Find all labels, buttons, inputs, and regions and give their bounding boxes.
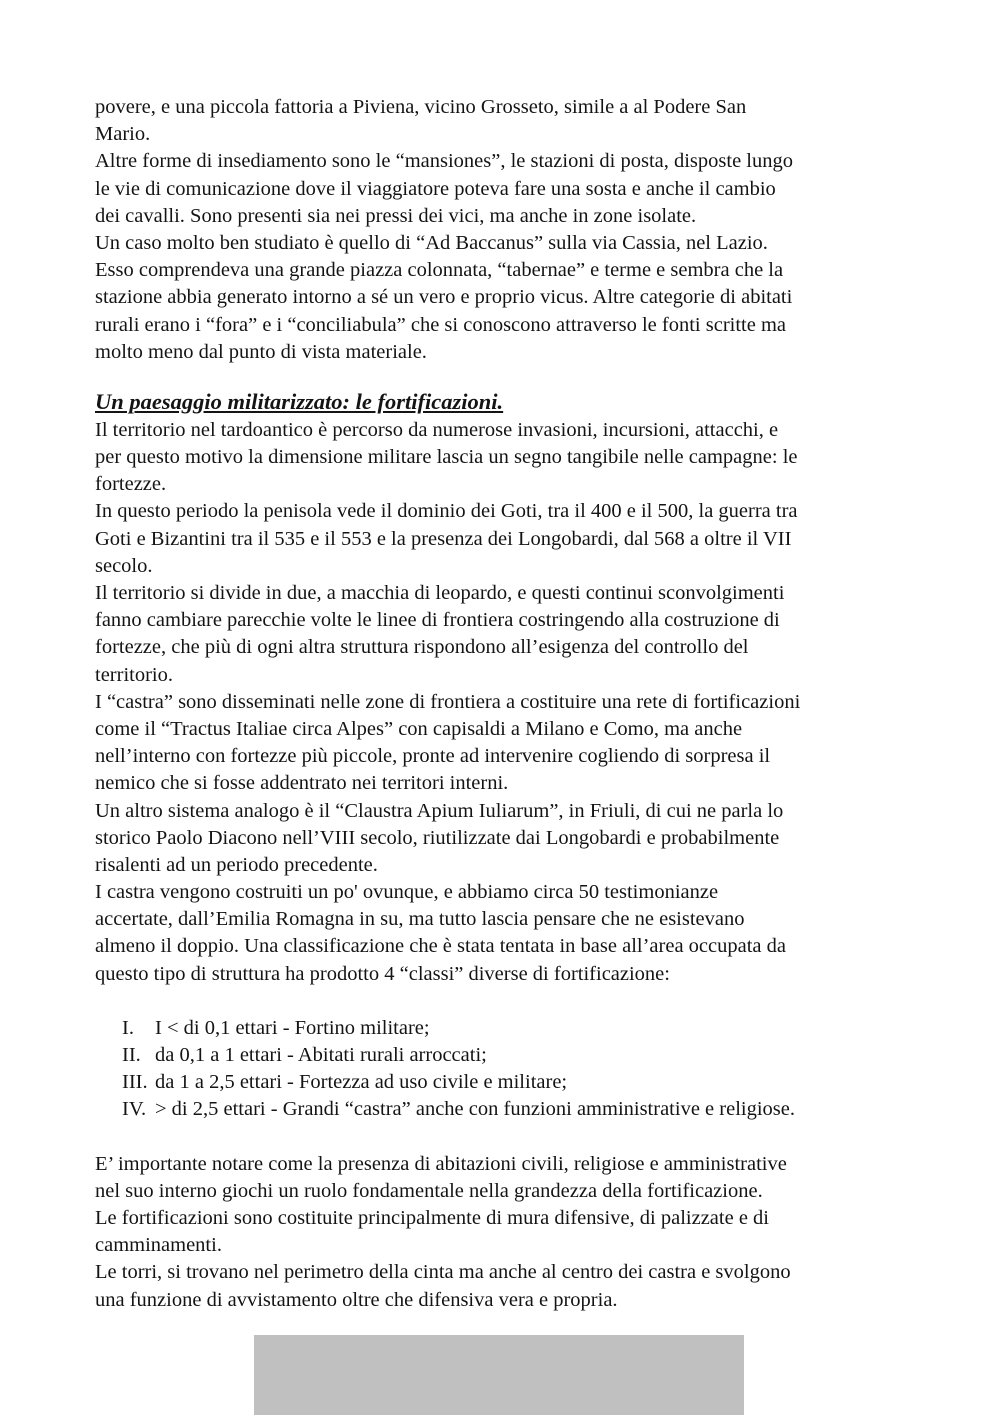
list-marker: II. <box>122 1044 141 1066</box>
text-line: povere, e una piccola fattoria a Piviena, vicino Grosseto, simile a al Podere San <box>95 96 747 118</box>
section-heading: Un paesaggio militarizzato: le fortificazioni. <box>95 388 504 414</box>
list-item <box>95 1015 925 1042</box>
spacer <box>95 366 925 387</box>
spacer <box>95 1124 925 1151</box>
text-line: risalenti ad un periodo precedente. <box>95 853 378 876</box>
text-line: questo tipo di struttura ha prodotto 4 “classi” diverse di fortificazione: <box>95 962 670 985</box>
list-item <box>95 1069 925 1096</box>
text-line: fortezze. <box>95 473 167 496</box>
list-marker: I. <box>122 1016 134 1039</box>
text-line: Esso comprendeva una grande piazza colonnata, “tabernae” e terme e sembra che la <box>95 259 784 282</box>
list-item-text: da 0,1 a 1 ettari - Abitati rurali arroccati; <box>155 1044 487 1066</box>
text-line: fanno cambiare parecchie volte le linee di frontiera costringendo alla costruzione di <box>95 609 780 632</box>
text-line: Le torri, si trovano nel perimetro della cinta ma anche al centro dei castra e svolgono <box>95 1261 791 1284</box>
text-line: dei cavalli. Sono presenti sia nei pressi dei vici, ma anche in zone isolate. <box>95 204 697 227</box>
list-item-text: > di 2,5 ettari - Grandi “castra” anche con funzioni amministrative e religiose. <box>155 1098 795 1121</box>
list-marker: III. <box>122 1071 148 1094</box>
footer-gray-box <box>254 1335 744 1415</box>
paragraph-settlements <box>95 94 925 366</box>
list-item-text: da 1 a 2,5 ettari - Fortezza ad uso civile e militare; <box>155 1071 568 1094</box>
text-line: per questo motivo la dimensione militare lascia un segno tangibile nelle campagne: le <box>95 446 798 469</box>
text-line: stazione abbia generato intorno a sé un vero e proprio vicus. Altre categorie di abitati <box>95 286 793 309</box>
text-line: E’ importante notare come la presenza di abitazioni civili, religiose e amministrative <box>95 1152 787 1175</box>
list-marker: IV. <box>122 1098 147 1121</box>
text-line: una funzione di avvistamento oltre che difensiva vera e propria. <box>95 1288 618 1311</box>
text-line: Mario. <box>95 123 151 146</box>
text-line: Il territorio nel tardoantico è percorso da numerose invasioni, incursioni, attacchi, e <box>95 418 779 441</box>
spacer <box>95 988 925 1015</box>
text-line: In questo periodo la penisola vede il dominio dei Goti, tra il 400 e il 500, la guerra tra <box>95 500 798 523</box>
document-page <box>95 94 925 1314</box>
text-line: almeno il doppio. Una classificazione che è stata tentata in base all’area occupata da <box>95 935 786 958</box>
text-line: rurali erano i “fora” e i “conciliabula” che si conoscono attraverso le fonti scritte ma <box>95 313 786 336</box>
text-line: Il territorio si divide in due, a macchia di leopardo, e questi continui sconvolgimenti <box>95 582 785 604</box>
classification-list <box>95 1015 925 1124</box>
text-line: nell’interno con fortezze più piccole, pronte ad intervenire cogliendo di sorpresa il <box>95 745 771 768</box>
text-line: Un caso molto ben studiato è quello di “Ad Baccanus” sulla via Cassia, nel Lazio. <box>95 231 768 254</box>
text-line: le vie di comunicazione dove il viaggiatore poteva fare una sosta e anche il cambio <box>95 177 776 200</box>
list-item-text: I < di 0,1 ettari - Fortino militare; <box>155 1016 430 1039</box>
text-line: Un altro sistema analogo è il “Claustra Apium Iuliarum”, in Friuli, di cui ne parla lo <box>95 799 784 822</box>
paragraph-structures <box>95 1151 925 1314</box>
text-line: territorio. <box>95 663 173 686</box>
paragraph-fortifications <box>95 417 925 988</box>
text-line: fortezze, che più di ogni altra struttura rispondono all’esigenza del controllo del <box>95 636 749 659</box>
text-line: I “castra” sono disseminati nelle zone di frontiera a costituire una rete di fortificazioni <box>95 690 801 713</box>
text-line: Goti e Bizantini tra il 535 e il 553 e la presenza dei Longobardi, dal 568 a oltre il VII <box>95 527 792 550</box>
text-line: Le fortificazioni sono costituite principalmente di mura difensive, di palizzate e di <box>95 1206 769 1229</box>
text-line: Altre forme di insediamento sono le “mansiones”, le stazioni di posta, disposte lungo <box>95 150 794 173</box>
list-item <box>95 1042 925 1069</box>
text-line: I castra vengono costruiti un po' ovunque, e abbiamo circa 50 testimonianze <box>95 881 719 904</box>
text-line: secolo. <box>95 554 153 577</box>
text-line: nel suo interno giochi un ruolo fondamentale nella grandezza della fortificazione. <box>95 1179 763 1202</box>
text-line: come il “Tractus Italiae circa Alpes” con capisaldi a Milano e Como, ma anche <box>95 717 743 740</box>
text-line: camminamenti. <box>95 1234 222 1257</box>
text-line: molto meno dal punto di vista materiale. <box>95 340 427 363</box>
text-line: accertate, dall’Emilia Romagna in su, ma tutto lascia pensare che ne esistevano <box>95 908 745 931</box>
list-item <box>95 1096 925 1123</box>
text-line: storico Paolo Diacono nell’VIII secolo, riutilizzate dai Longobardi e probabilmente <box>95 826 780 849</box>
text-line: nemico che si fosse addentrato nei territori interni. <box>95 772 509 795</box>
